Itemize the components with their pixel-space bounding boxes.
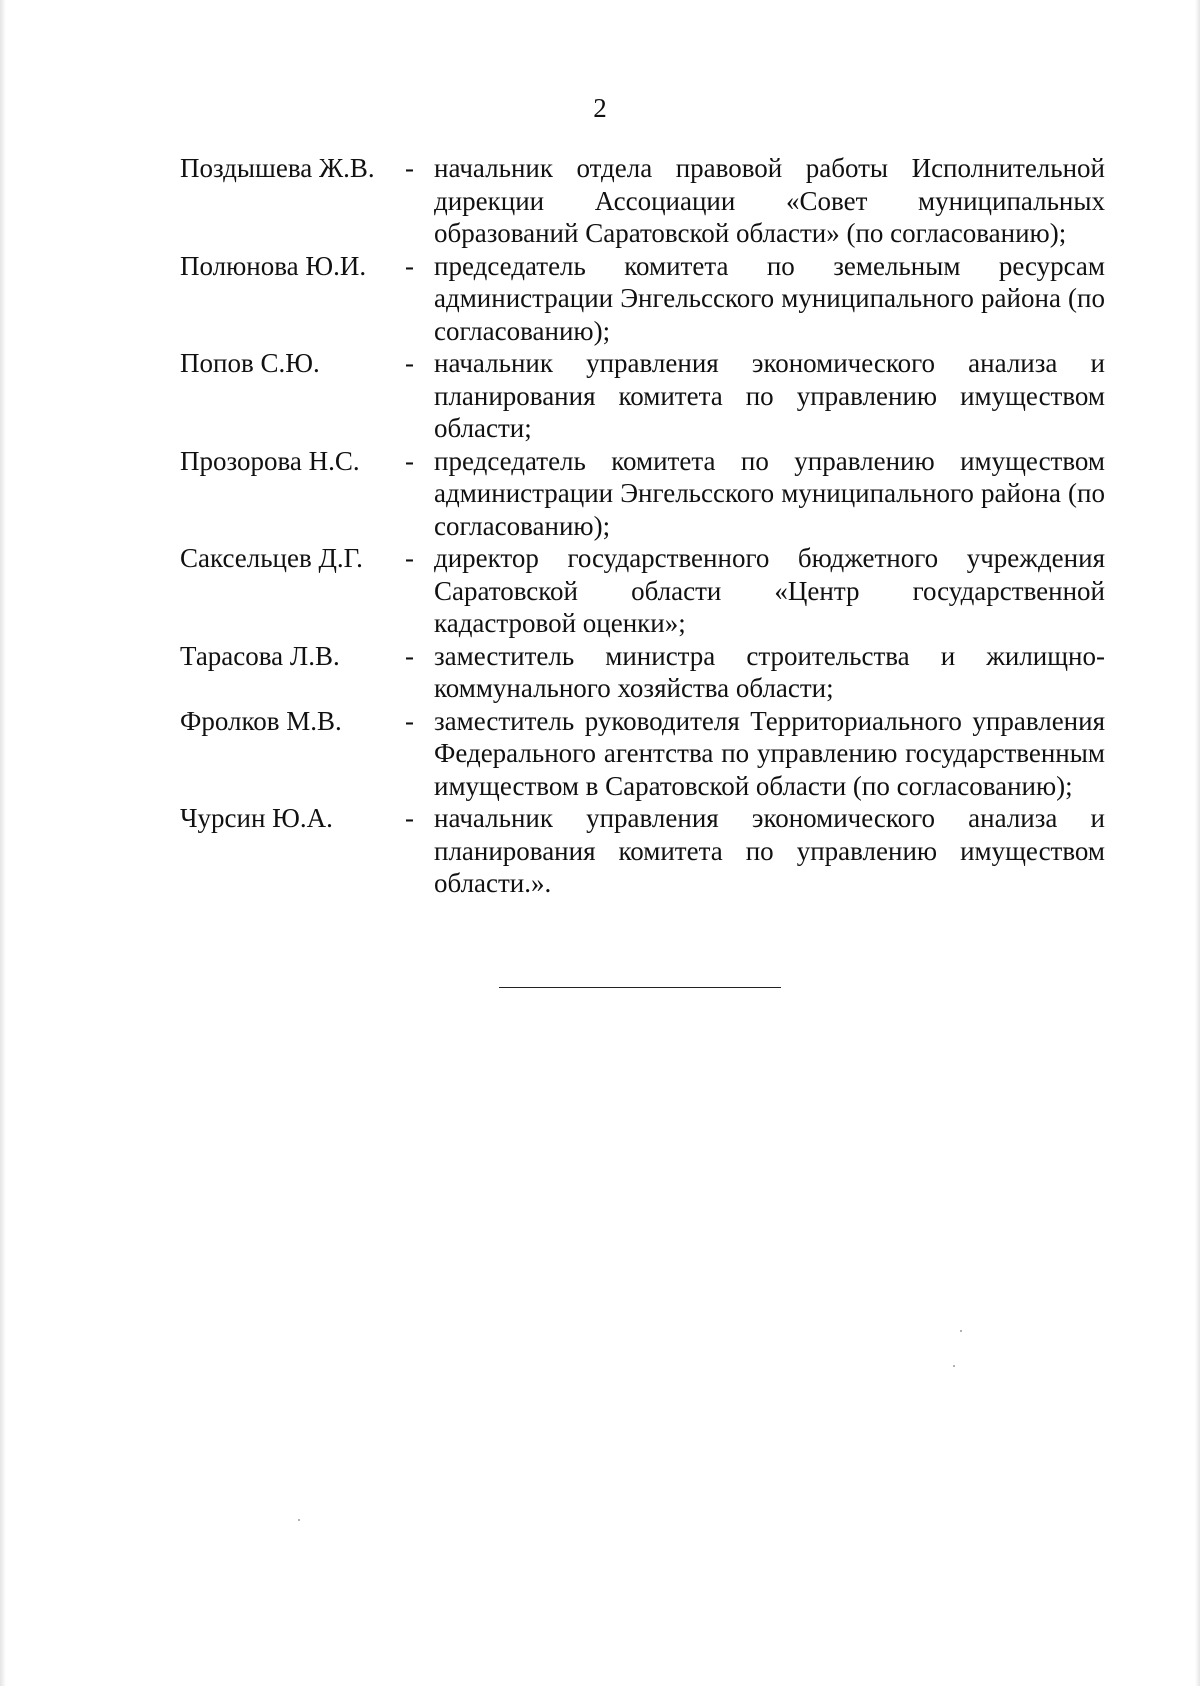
member-position: заместитель министра строительства и жилищно-коммунального хозяйства области;	[434, 640, 1105, 703]
list-item	[180, 445, 1105, 543]
member-name: Поздышева Ж.В.	[180, 153, 375, 183]
scan-edge-right	[1195, 0, 1200, 1686]
member-name: Попов С.Ю.	[180, 348, 320, 378]
member-name: Прозорова Н.С.	[180, 445, 360, 476]
separator-dash: -	[405, 153, 414, 183]
list-item	[180, 802, 1105, 900]
member-position: начальник управления экономического анализа и планирования комитета по управлению имуществом области;	[434, 348, 1105, 443]
member-position: заместитель руководителя Территориального управления Федерального агентства по управлению государственным имуществом в Саратовской области (по согласованию);	[434, 705, 1105, 801]
scan-speck	[298, 1519, 300, 1521]
closing-rule	[499, 987, 781, 988]
list-item	[180, 640, 1105, 705]
separator-dash: -	[405, 445, 414, 476]
member-name: Саксельцев Д.Г.	[180, 543, 363, 573]
member-list	[180, 152, 1105, 900]
list-item	[180, 542, 1105, 640]
separator-dash: -	[405, 348, 414, 378]
list-item	[180, 347, 1105, 445]
separator-dash: -	[405, 705, 414, 736]
scan-edge-left	[0, 0, 6, 1686]
member-position: председатель комитета по земельным ресурсам администрации Энгельсского муниципального района (по согласованию);	[434, 250, 1105, 346]
member-name: Чурсин Ю.А.	[180, 803, 333, 833]
member-name: Тарасова Л.В.	[180, 640, 340, 671]
separator-dash: -	[405, 803, 414, 833]
member-position: начальник отдела правовой работы Исполнительной дирекции Ассоциации «Совет муниципальных образований Саратовской области» (по согласованию);	[434, 153, 1105, 248]
list-item	[180, 250, 1105, 348]
separator-dash: -	[405, 640, 414, 671]
member-position: председатель комитета по управлению имуществом администрации Энгельсского муниципального района (по согласованию);	[434, 445, 1105, 541]
list-item	[180, 152, 1105, 250]
page-number: 2	[593, 93, 607, 123]
scan-speck	[960, 1330, 962, 1332]
member-name: Полюнова Ю.И.	[180, 250, 367, 281]
list-item	[180, 705, 1105, 803]
member-name: Фролков М.В.	[180, 705, 342, 736]
member-position: начальник управления экономического анализа и планирования комитета по управлению имуществом области.».	[434, 803, 1105, 898]
scan-speck	[953, 1365, 955, 1367]
separator-dash: -	[405, 543, 414, 573]
separator-dash: -	[405, 250, 414, 281]
member-position: директор государственного бюджетного учреждения Саратовской области «Центр государственной кадастровой оценки»;	[434, 543, 1105, 638]
